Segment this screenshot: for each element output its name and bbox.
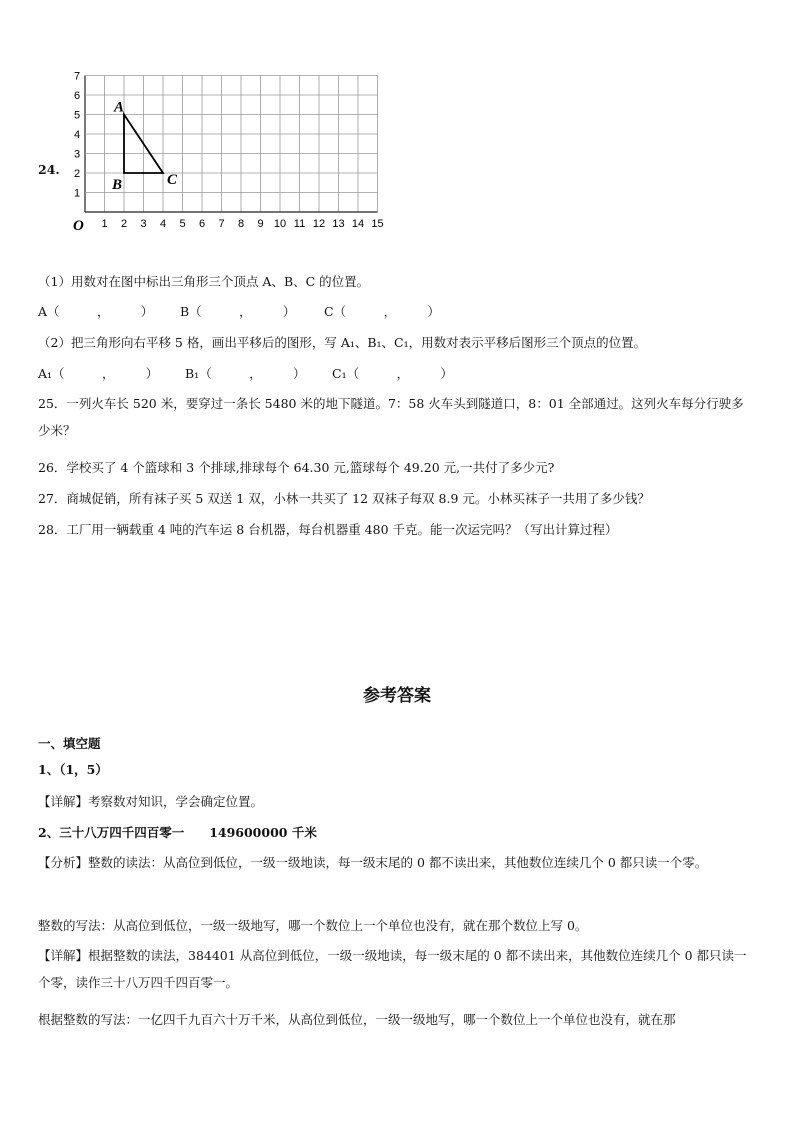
y-tick-label: 1 [73, 187, 81, 200]
x-tick-label: 15 [371, 218, 384, 230]
question-28: 28．工厂用一辆载重 4 吨的汽车运 8 台机器，每台机器重 480 千克。能一次运完吗？（写出计算过程） [38, 522, 618, 537]
x-tick-label: 1 [101, 218, 108, 230]
y-tick-label: 2 [73, 168, 81, 180]
answer-2-write-rule: 整数的写法：从高位到低位，一级一级地写，哪一个数位上一个单位也没有，就在那个数位上写 0。 [38, 918, 588, 933]
y-tick-label: 5 [73, 109, 81, 122]
answer-title: 参考答案 [363, 686, 431, 706]
blank-a: A（ ， ） [38, 304, 154, 319]
question-25: 25．一列火车长 520 米，要穿过一条长 5480 米的地下隧道。7：58 火车头到隧道口，8：01 全部通过。这列火车每分行驶多少米？ [38, 396, 744, 438]
y-tick-label: 6 [73, 90, 81, 102]
origin-label: O [73, 218, 84, 234]
x-tick-label: 2 [120, 218, 128, 230]
section-heading: 一、填空题 [38, 736, 101, 751]
x-tick-label: 3 [140, 218, 147, 230]
x-tick-label: 4 [159, 218, 167, 230]
q24-part2: （2）把三角形向右平移 5 格，画出平移后的图形，写 A₁、B₁、C₁，用数对表示平移后图形三个顶点的位置。 [38, 335, 647, 350]
y-tick-label: 4 [73, 129, 81, 141]
x-tick-label: 11 [293, 218, 306, 230]
answer-1-detail: 【详解】考察数对知识，学会确定位置。 [38, 794, 264, 809]
x-tick-label: 5 [179, 218, 186, 230]
blank-b: B（ ， ） [180, 304, 296, 319]
x-tick-label: 10 [273, 218, 287, 230]
vertex-label-c: C [167, 172, 178, 188]
answer-2-detail: 【详解】根据整数的读法，384401 从高位到低位，一级一级地读，每一级末尾的 0 都不读出来，其他数位连续几个 0 都只读一个零，读作三十八万四千四百零一。 [38, 948, 747, 990]
question-26: 26．学校买了 4 个篮球和 3 个排球,排球每个 64.30 元,篮球每个 49.20 元,一共付了多少元? [38, 460, 555, 475]
x-tick-label: 14 [351, 218, 365, 230]
x-tick-label: 13 [332, 218, 345, 230]
answer-1: 1、（1，5） [38, 762, 108, 777]
blank-a1: A₁（ ， ） [38, 366, 159, 381]
vertex-label-b: B [112, 177, 123, 193]
coordinate-grid [60, 70, 390, 250]
question-24-number: 24. [38, 162, 60, 177]
x-tick-label: 7 [218, 218, 225, 230]
answer-2-analysis: 【分析】整数的读法：从高位到低位，一级一级地读，每一级末尾的 0 都不读出来，其他数位连续几个 0 都只读一个零。 [38, 855, 708, 870]
blank-b1: B₁（ ， ） [185, 366, 306, 381]
x-tick-label: 9 [257, 218, 264, 230]
x-tick-label: 6 [198, 218, 206, 230]
blank-c: C（ ， ） [324, 304, 440, 319]
y-tick-label: 3 [73, 148, 81, 161]
question-27: 27．商城促销，所有袜子买 5 双送 1 双，小林一共买了 12 双袜子每双 8.9 元。小林买袜子一共用了多少钱？ [38, 491, 650, 506]
x-tick-label: 12 [312, 218, 326, 230]
blank-c1: C₁（ ， ） [332, 366, 453, 381]
answer-2: 2、三十八万四千四百零一 149600000 千米 [38, 825, 317, 840]
answer-2-detail-continued: 根据整数的写法：一亿四千九百六十万千米，从高位到低位，一级一级地写，哪一个数位上一个单位也没有，就在那 [38, 1012, 676, 1027]
q24-part1: （1）用数对在图中标出三角形三个顶点 A、B、C 的位置。 [38, 274, 370, 289]
x-tick-label: 8 [237, 218, 245, 230]
vertex-label-a: A [114, 99, 125, 116]
y-tick-label: 7 [73, 70, 81, 83]
